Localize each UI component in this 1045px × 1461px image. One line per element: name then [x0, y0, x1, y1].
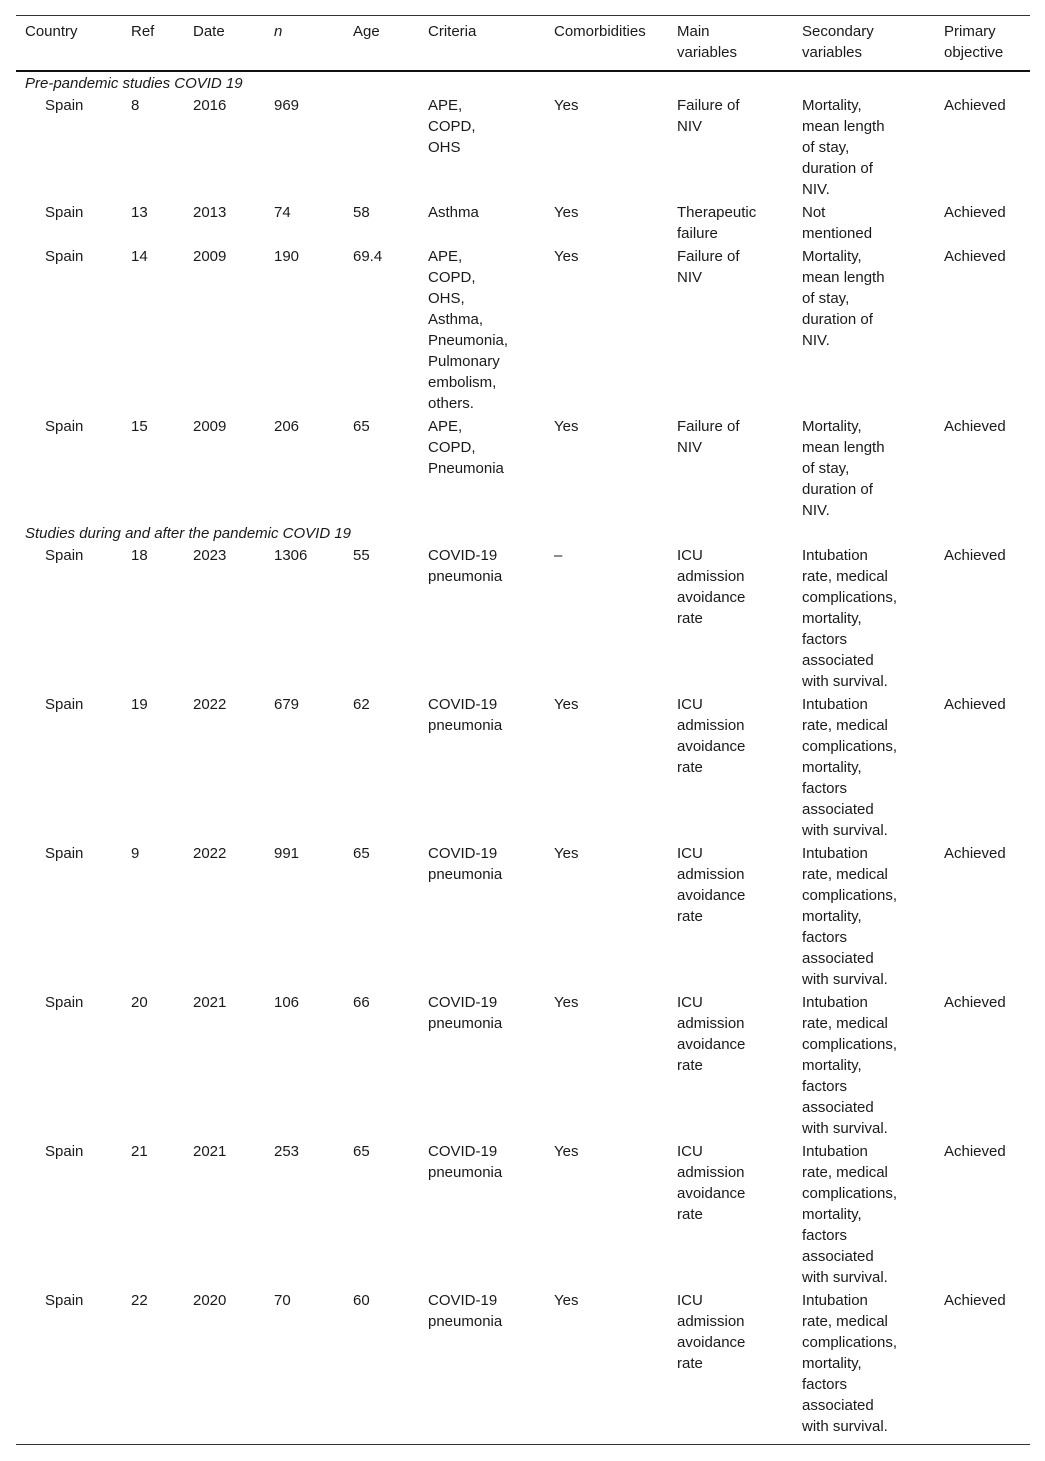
- cell-age: [344, 94, 419, 201]
- header-age: Age: [344, 16, 419, 72]
- cell-main: ICU admission avoidance rate: [677, 696, 746, 776]
- cell-age: 62: [353, 696, 370, 713]
- cell-main: ICU admission avoidance rate: [677, 1143, 746, 1223]
- header-date: Date: [184, 16, 265, 72]
- cell-n: 969: [274, 97, 300, 114]
- cell-criteria: APE, COPD, OHS, Asthma, Pneumonia, Pulmonary embolism, others.: [428, 248, 509, 412]
- cell-age: 65: [353, 845, 370, 862]
- table-row: [16, 245, 1030, 415]
- cell-date: 2022: [193, 845, 227, 862]
- cell-country: Spain: [45, 696, 84, 713]
- cell-country: Spain: [45, 248, 84, 265]
- cell-ref: 22: [122, 1289, 184, 1445]
- cell-secondary: Intubation rate, medical complications, mortality, factors associated with survival.: [793, 1289, 935, 1445]
- table-row: [16, 1289, 1030, 1445]
- cell-country: Spain: [45, 97, 84, 114]
- header-main-variables: Main variables: [668, 16, 793, 72]
- cell-n: 253: [274, 1143, 300, 1160]
- cell-country: Spain: [45, 547, 84, 564]
- cell-objective: Achieved: [944, 1143, 1006, 1160]
- cell-date: 2021: [193, 1143, 227, 1160]
- cell-date: 2020: [184, 1289, 265, 1445]
- cell-main: Failure of NIV: [677, 97, 740, 135]
- cell-main: ICU admission avoidance rate: [677, 547, 746, 627]
- table-row: [16, 693, 1030, 842]
- header-n: n: [265, 16, 344, 72]
- cell-objective: Achieved: [944, 418, 1006, 435]
- studies-table: [16, 15, 1030, 1445]
- header-row: [16, 16, 1030, 72]
- header-secondary-variables: Secondary variables: [793, 16, 935, 72]
- cell-country: Spain: [16, 1289, 122, 1445]
- table-row: [16, 991, 1030, 1140]
- cell-criteria: COVID-19 pneumonia: [428, 1143, 503, 1181]
- cell-secondary: Mortality, mean length of stay, duration of NIV.: [802, 248, 885, 349]
- cell-n: 70: [265, 1289, 344, 1445]
- table-row: [16, 842, 1030, 991]
- cell-criteria: COVID-19 pneumonia: [428, 845, 503, 883]
- cell-criteria: COVID-19 pneumonia: [419, 1289, 545, 1445]
- cell-objective: Achieved: [944, 547, 1006, 564]
- cell-country: Spain: [45, 1143, 84, 1160]
- cell-main: ICU admission avoidance rate: [677, 845, 746, 925]
- table-row: [16, 94, 1030, 201]
- cell-date: 2023: [193, 547, 227, 564]
- cell-date: 2009: [193, 248, 227, 265]
- cell-n: 991: [274, 845, 300, 862]
- cell-country: Spain: [45, 994, 84, 1011]
- cell-date: 2016: [193, 97, 227, 114]
- cell-age: 65: [353, 1143, 370, 1160]
- header-ref: Ref: [122, 16, 184, 72]
- cell-n: 1306: [274, 547, 308, 564]
- cell-ref: 15: [131, 418, 148, 435]
- header-country: Country: [16, 16, 122, 72]
- table-row: [16, 201, 1030, 245]
- cell-comorbidities: Yes: [554, 418, 579, 435]
- cell-comorbidities: Yes: [554, 845, 579, 862]
- cell-objective: Achieved: [944, 248, 1006, 265]
- cell-criteria: APE, COPD, Pneumonia: [428, 418, 504, 477]
- cell-secondary: Intubation rate, medical complications, mortality, factors associated with survival.: [802, 994, 898, 1137]
- cell-criteria: COVID-19 pneumonia: [428, 696, 503, 734]
- cell-secondary: Mortality, mean length of stay, duration of NIV.: [802, 97, 885, 198]
- cell-ref: 8: [131, 97, 140, 114]
- cell-age: 69.4: [353, 248, 383, 265]
- table-header: [16, 16, 1030, 72]
- cell-age: 65: [353, 418, 370, 435]
- cell-comorbidities: Yes: [554, 204, 579, 221]
- cell-age: 60: [344, 1289, 419, 1445]
- cell-comorbidities: –: [554, 547, 563, 564]
- cell-comorbidities: Yes: [554, 994, 579, 1011]
- table-body: [16, 71, 1030, 1445]
- cell-ref: 19: [131, 696, 148, 713]
- cell-secondary: Mortality, mean length of stay, duration of NIV.: [802, 418, 885, 519]
- cell-objective: Achieved: [944, 696, 1006, 713]
- cell-country: Spain: [45, 204, 84, 221]
- cell-main: Failure of NIV: [677, 418, 740, 456]
- cell-secondary: Intubation rate, medical complications, mortality, factors associated with survival.: [802, 696, 898, 839]
- section-row: [16, 522, 1030, 544]
- cell-comorbidities: Yes: [545, 1289, 668, 1445]
- table-row: [16, 1140, 1030, 1289]
- cell-objective: Achieved: [935, 1289, 1030, 1445]
- cell-criteria: Asthma: [428, 204, 479, 221]
- cell-main: Failure of NIV: [677, 248, 740, 286]
- cell-main: ICU admission avoidance rate: [677, 994, 746, 1074]
- cell-objective: Achieved: [944, 845, 1006, 862]
- cell-ref: 9: [131, 845, 140, 862]
- cell-objective: Achieved: [944, 97, 1006, 114]
- cell-ref: 14: [131, 248, 148, 265]
- table-row: [16, 415, 1030, 522]
- cell-secondary: Intubation rate, medical complications, mortality, factors associated with survival.: [802, 1143, 898, 1286]
- cell-main: ICU admission avoidance rate: [668, 1289, 793, 1445]
- section-title: Pre-pandemic studies COVID 19: [25, 75, 243, 92]
- cell-criteria: APE, COPD, OHS: [428, 97, 476, 156]
- cell-comorbidities: Yes: [554, 97, 579, 114]
- cell-ref: 20: [131, 994, 148, 1011]
- cell-country: Spain: [45, 845, 84, 862]
- cell-objective: Achieved: [944, 204, 1006, 221]
- cell-date: 2009: [193, 418, 227, 435]
- cell-n: 106: [274, 994, 300, 1011]
- cell-ref: 21: [131, 1143, 148, 1160]
- header-comorbidities: Comorbidities: [545, 16, 668, 72]
- cell-secondary: Intubation rate, medical complications, mortality, factors associated with survival.: [802, 845, 898, 988]
- cell-age: 55: [353, 547, 370, 564]
- cell-date: 2022: [193, 696, 227, 713]
- cell-country: Spain: [45, 418, 84, 435]
- cell-main: Therapeutic failure: [677, 204, 757, 242]
- section-title: Studies during and after the pandemic COVID 19: [25, 525, 352, 542]
- cell-date: 2021: [193, 994, 227, 1011]
- cell-age: 58: [353, 204, 370, 221]
- cell-n: 206: [274, 418, 300, 435]
- cell-comorbidities: Yes: [554, 1143, 579, 1160]
- cell-criteria: COVID-19 pneumonia: [428, 994, 503, 1032]
- cell-ref: 18: [131, 547, 148, 564]
- cell-secondary: Intubation rate, medical complications, mortality, factors associated with survival.: [802, 547, 898, 690]
- cell-objective: Achieved: [944, 994, 1006, 1011]
- cell-n: 190: [274, 248, 300, 265]
- cell-age: 66: [353, 994, 370, 1011]
- header-primary-objective: Primary objective: [935, 16, 1030, 72]
- cell-n: 74: [274, 204, 291, 221]
- cell-comorbidities: Yes: [554, 696, 579, 713]
- cell-criteria: COVID-19 pneumonia: [428, 547, 503, 585]
- section-row: [16, 71, 1030, 94]
- cell-date: 2013: [193, 204, 227, 221]
- cell-ref: 13: [131, 204, 148, 221]
- cell-comorbidities: Yes: [554, 248, 579, 265]
- cell-secondary: Not mentioned: [802, 204, 873, 242]
- cell-n: 679: [274, 696, 300, 713]
- table-row: [16, 544, 1030, 693]
- header-criteria: Criteria: [419, 16, 545, 72]
